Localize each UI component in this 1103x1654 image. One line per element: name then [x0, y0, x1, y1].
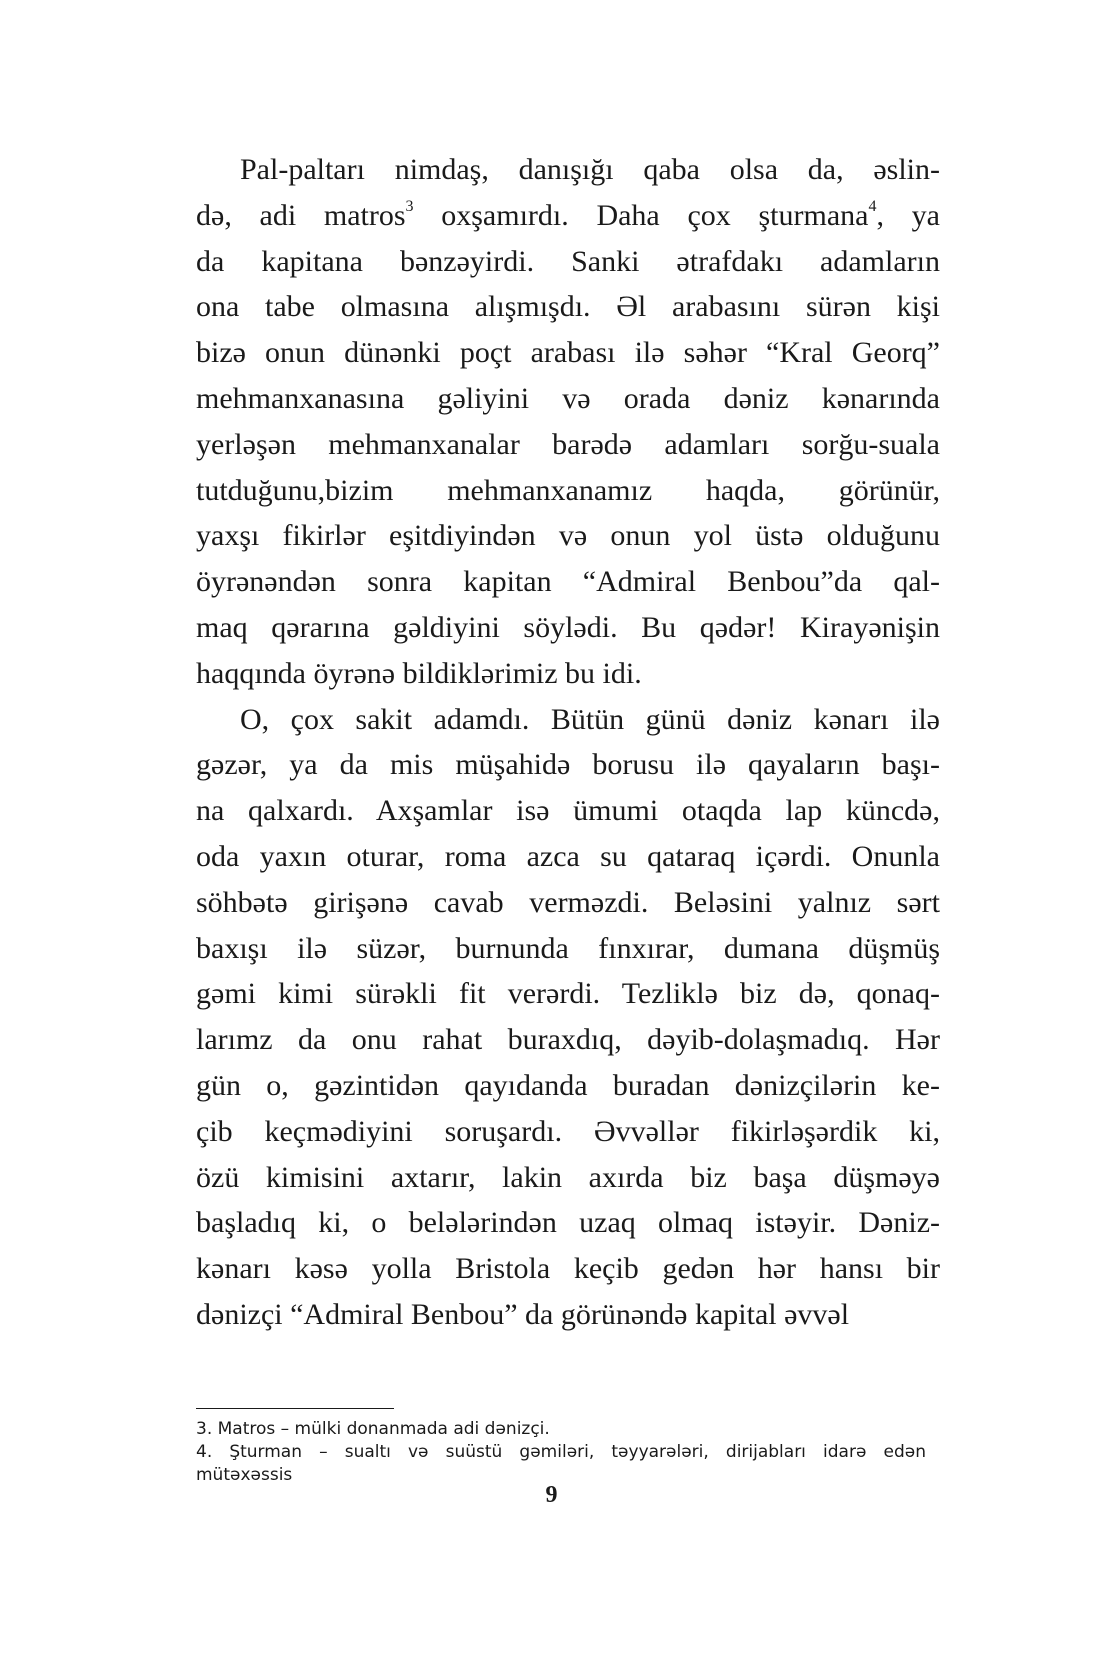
text-segment: bizə onun dünənki poçt arabası ilə səhər “Kral Georq” [196, 336, 940, 370]
page-number: 9 [545, 1482, 558, 1508]
text-segment: gəmi kimi sürəkli fit verərdi. Tezliklə biz də, qonaq- [196, 977, 940, 1011]
text-line [196, 147, 940, 193]
text-segment: baxışı ilə süzər, burnunda fınxırar, dumana düşmüş [196, 931, 940, 965]
text-segment: tutduğunu,bizim mehmanxanamız haqda, görünür, [196, 473, 940, 507]
text-segment: da kapitana bənzəyirdi. Sanki ətrafdakı adamların [196, 244, 940, 278]
text-line [196, 834, 940, 880]
text-segment: gün o, gəzintidən qayıdanda buradan dənizçilərin ke- [196, 1068, 940, 1102]
text-segment: Pal-paltarı nimdaş, danışığı qaba olsa da, əslin- [240, 153, 940, 186]
text-line [196, 559, 940, 605]
text-line [196, 468, 940, 514]
text-line [196, 193, 940, 239]
text-line [196, 1017, 940, 1063]
footnote-divider [196, 1408, 394, 1409]
body-text [196, 147, 940, 1338]
text-segment: mehmanxanasına gəliyini və orada dəniz kənarında [196, 381, 940, 415]
text-line [196, 422, 940, 468]
text-line [196, 742, 940, 788]
text-line [196, 1109, 940, 1155]
text-segment: söhbətə girişənə cavab verməzdi. Beləsini yalnız sərt [196, 885, 940, 919]
footnote-line: mütəxəssis [196, 1465, 293, 1485]
text-line [196, 376, 940, 422]
text-line [196, 788, 940, 834]
text-segment: oda yaxın oturar, roma azca su qataraq içərdi. Onunla [196, 839, 940, 873]
text-segment: çib keçmədiyini soruşardı. Əvvəllər fikirləşərdik ki, [196, 1114, 940, 1148]
text-line [196, 697, 940, 743]
text-line [196, 651, 940, 697]
footnotes [196, 1418, 926, 1487]
text-segment: maq qərarına gəldiyini söylədi. Bu qədər! Kirayənişin [196, 610, 940, 644]
footnote-ref: 4 [868, 197, 877, 215]
text-line [196, 1246, 940, 1292]
text-line [196, 1063, 940, 1109]
text-line [196, 605, 940, 651]
text-segment: kənarı kəsə yolla Bristola keçib gedən hər hansı bir [196, 1252, 940, 1286]
footnote-line: 3. Matros – mülki donanmada adi dənizçi. [196, 1419, 550, 1439]
text-line [196, 513, 940, 559]
footnote [196, 1418, 926, 1441]
paragraph [196, 697, 940, 1338]
text-segment: na qalxardı. Axşamlar isə ümumi otaqda lap küncdə, [196, 794, 940, 828]
paragraph [196, 147, 940, 697]
text-segment: oxşamırdı. Daha çox şturmana [413, 198, 869, 232]
text-segment: başladıq ki, o belələrindən uzaq olmaq istəyir. Dəniz- [196, 1206, 940, 1240]
text-segment: ona tabe olmasına alışmışdı. Əl arabasını sürən kişi [196, 290, 940, 324]
text-line [196, 330, 940, 376]
text-segment: larımz da onu rahat buraxdıq, dəyib-dolaşmadıq. Hər [196, 1023, 940, 1057]
text-line [196, 926, 940, 972]
text-segment: , ya [876, 198, 940, 232]
text-segment: öyrənəndən sonra kapitan “Admiral Benbou”da qal- [196, 565, 940, 599]
text-segment: gəzər, ya da mis müşahidə borusu ilə qayaların başı- [196, 748, 940, 782]
text-segment: O, çox sakit adamdı. Bütün günü dəniz kənarı ilə [240, 702, 940, 736]
text-segment: haqqında öyrənə bildiklərimiz bu idi. [196, 656, 642, 690]
text-segment: də, adi matros [196, 198, 406, 232]
text-line [196, 284, 940, 330]
text-line [196, 1292, 940, 1338]
text-segment: yerləşən mehmanxanalar barədə adamları sorğu-suala [196, 427, 940, 461]
footnote-ref: 3 [405, 197, 414, 215]
text-segment: yaxşı fikirlər eşitdiyindən və onun yol üstə olduğunu [196, 519, 940, 553]
text-line [196, 880, 940, 926]
text-line [196, 1200, 940, 1246]
text-segment: özü kimisini axtarır, lakin axırda biz başa düşməyə [196, 1160, 940, 1194]
footnote [196, 1441, 926, 1487]
text-line [196, 1155, 940, 1201]
text-line [196, 239, 940, 285]
footnote-line: 4. Şturman – sualtı və suüstü gəmiləri, təyyarələri, dirijabları idarə edən [196, 1442, 926, 1462]
text-line [196, 971, 940, 1017]
text-segment: dənizçi “Admiral Benbou” da görünəndə kapital əvvəl [196, 1297, 850, 1331]
